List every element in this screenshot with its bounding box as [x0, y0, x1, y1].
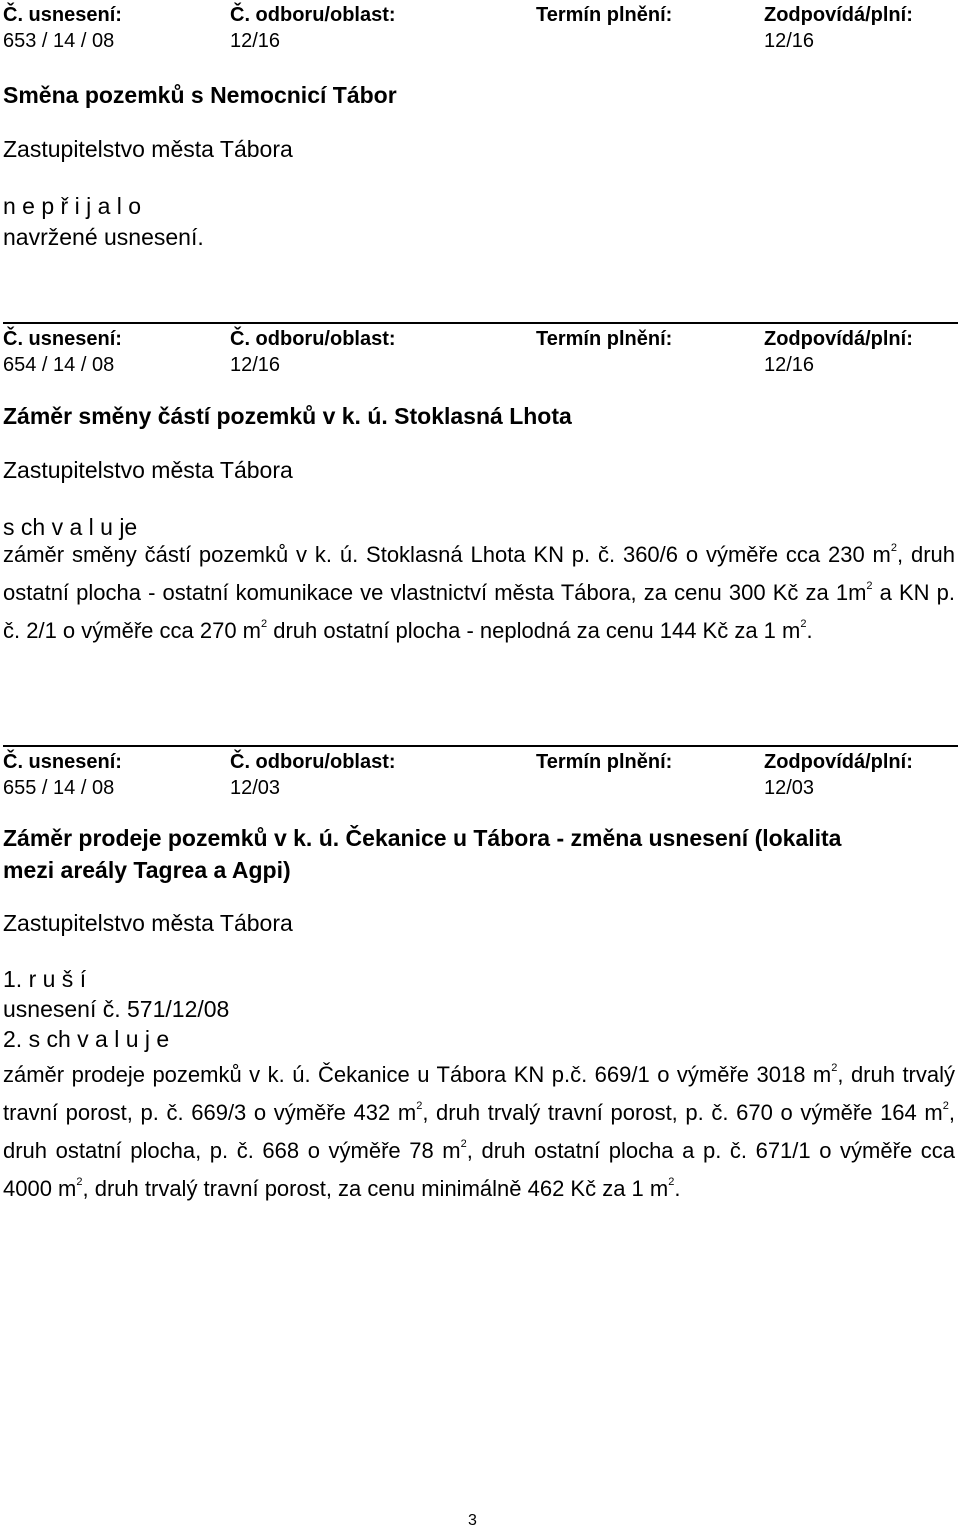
resolution-title-line1: Záměr prodeje pozemků v k. ú. Čekanice u Tábora - změna usnesení (lokalita [3, 825, 842, 851]
resolution-title: Směna pozemků s Nemocnicí Tábor [3, 82, 397, 108]
resolution-header-655 [3, 745, 953, 805]
value-usneseni: 654 / 14 / 08 [3, 354, 115, 376]
resolution-verb: s ch v a l u je [3, 514, 138, 540]
resolution-body: Zastupitelstvo města Tábora [3, 910, 293, 936]
value-zodpovida: 12/03 [764, 777, 815, 799]
resolution-text-1: usnesení č. 571/12/08 [3, 996, 230, 1022]
label-zodpovida: Zodpovídá/plní: [764, 751, 913, 773]
resolution-header-654 [3, 322, 953, 382]
value-odbor: 12/16 [230, 354, 281, 376]
label-odbor: Č. odboru/oblast: [230, 751, 396, 773]
page-number: 3 [468, 1512, 477, 1529]
label-odbor: Č. odboru/oblast: [230, 4, 396, 26]
label-termin: Termín plnění: [536, 751, 673, 773]
value-usneseni: 653 / 14 / 08 [3, 30, 115, 52]
resolution-paragraph: záměr prodeje pozemků v k. ú. Čekanice u Tábora KN p.č. 669/1 o výměře 3018 $m^2$, druh trvalý travní porost, p. č. 669/3 o výměře 432 $m^2$, druh trvalý travní porost, p. č. 670 o výměře 164 $m^2$, druh ostatní plocha, p. č. 668 o výměře 78 $m^2$, druh ostatní plocha a p. č. 671/1 o výměře cca 4000 $m^2$, druh trvalý travní porost, za cenu minimálně 462 Kč za 1 $m^2$. [3, 1062, 956, 1201]
value-odbor: 12/16 [230, 30, 281, 52]
label-usneseni: Č. usnesení: [3, 4, 122, 26]
resolution-verb-2: 2. s ch v a l u j e [3, 1026, 170, 1052]
label-usneseni: Č. usnesení: [3, 328, 122, 350]
value-odbor: 12/03 [230, 777, 281, 799]
resolution-body: Zastupitelstvo města Tábora [3, 136, 293, 162]
resolution-verb-1: 1. r u š í [3, 966, 87, 992]
label-zodpovida: Zodpovídá/plní: [764, 4, 913, 26]
label-odbor: Č. odboru/oblast: [230, 328, 396, 350]
resolution-header-653 [3, 0, 953, 58]
value-zodpovida: 12/16 [764, 354, 815, 376]
section-divider [3, 322, 958, 324]
value-zodpovida: 12/16 [764, 30, 815, 52]
resolution-paragraph: záměr směny částí pozemků v k. ú. Stoklasná Lhota KN p. č. 360/6 o výměře cca 230 $m^2$, druh ostatní plocha - ostatní komunikace ve vlastnictví města Tábora, za cenu 300 Kč za $1m^2$ a KN p. č. 2/1 o výměře cca 270 $m^2$ druh ostatní plocha - neplodná za cenu 144 Kč za 1 $m^2$. [3, 542, 955, 643]
value-usneseni: 655 / 14 / 08 [3, 777, 115, 799]
resolution-body: Zastupitelstvo města Tábora [3, 457, 293, 483]
section-divider [3, 745, 958, 747]
label-termin: Termín plnění: [536, 4, 673, 26]
label-usneseni: Č. usnesení: [3, 751, 122, 773]
resolution-text: navržené usnesení. [3, 224, 204, 250]
label-zodpovida: Zodpovídá/plní: [764, 328, 913, 350]
resolution-title: Záměr směny částí pozemků v k. ú. Stoklasná Lhota [3, 403, 572, 429]
resolution-title-line2: mezi areály Tagrea a Agpi) [3, 857, 291, 883]
label-termin: Termín plnění: [536, 328, 673, 350]
resolution-verb: n e p ř i j a l o [3, 193, 142, 219]
